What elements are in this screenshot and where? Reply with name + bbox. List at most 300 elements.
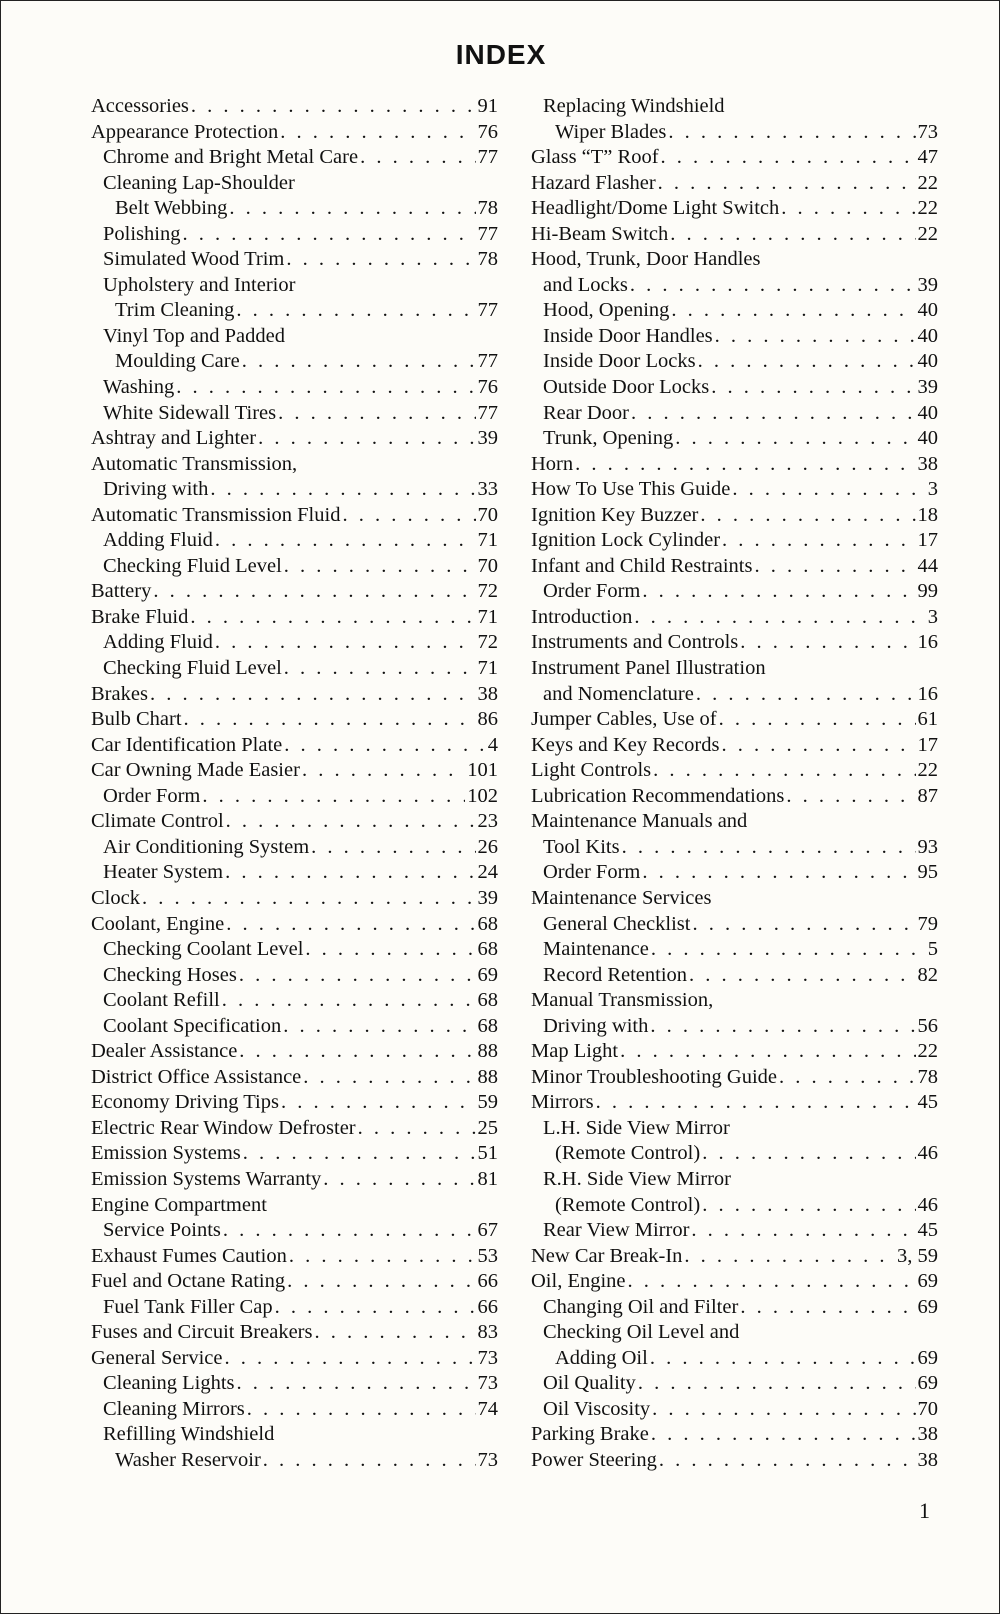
index-entry (531, 349, 938, 375)
entry-text: Cleaning Lap-Shoulder (103, 171, 295, 194)
dot-leader (237, 1371, 476, 1397)
index-entry (531, 426, 938, 452)
dot-leader (284, 733, 485, 759)
entry-page-number: 3 (927, 478, 938, 501)
index-entry (531, 298, 938, 324)
dot-leader (658, 171, 916, 197)
index-entry (91, 401, 498, 427)
dot-leader (634, 605, 925, 631)
entry-text: Dealer Assistance (91, 1040, 238, 1063)
dot-leader (628, 1269, 916, 1295)
index-entry (531, 1448, 938, 1474)
entry-text: and Nomenclature (543, 682, 694, 705)
entry-page-number: 78 (917, 1065, 938, 1088)
dot-leader (242, 349, 476, 375)
dot-leader (284, 554, 476, 580)
index-entry (91, 1141, 498, 1167)
index-entry (91, 1167, 498, 1193)
dot-leader (575, 452, 915, 478)
index-entry (91, 1371, 498, 1397)
entry-page-number: 22 (917, 759, 938, 782)
entry-page-number: 5 (927, 938, 938, 961)
entry-page-number: 68 (477, 989, 498, 1012)
dot-leader (314, 1320, 475, 1346)
index-entry (91, 1269, 498, 1295)
index-entry (531, 682, 938, 708)
index-entry (531, 196, 938, 222)
index-entry (91, 605, 498, 631)
dot-leader (692, 912, 915, 938)
entry-text: Washer Reservoir (115, 1448, 261, 1471)
entry-text: Instruments and Controls (531, 631, 739, 654)
entry-text: Ignition Key Buzzer (531, 503, 699, 526)
index-entry (91, 1448, 498, 1474)
entry-text: Automatic Transmission Fluid (91, 503, 341, 526)
entry-page-number: 18 (917, 503, 938, 526)
entry-text: Clock (91, 886, 140, 909)
entry-text: Battery (91, 580, 152, 603)
dot-leader (689, 963, 915, 989)
entry-page-number: 88 (477, 1040, 498, 1063)
entry-page-number: 67 (477, 1219, 498, 1242)
index-entry (91, 963, 498, 989)
index-entry (531, 554, 938, 580)
entry-page-number: 39 (477, 427, 498, 450)
dot-leader (631, 401, 916, 427)
entry-page-number: 22 (917, 197, 938, 220)
entry-page-number: 39 (917, 376, 938, 399)
dot-leader (142, 886, 476, 912)
index-entry (531, 1065, 938, 1091)
entry-page-number: 17 (917, 733, 938, 756)
entry-page-number: 73 (917, 120, 938, 143)
entry-text: and Locks (543, 273, 628, 296)
entry-text: L.H. Side View Mirror (543, 1116, 730, 1139)
entry-page-number: 22 (917, 222, 938, 245)
index-entry (531, 656, 938, 682)
entry-text: Chrome and Bright Metal Care (103, 146, 359, 169)
index-entry (91, 1065, 498, 1091)
dot-leader (696, 682, 916, 708)
index-entry (531, 1141, 938, 1167)
dot-leader (638, 1371, 916, 1397)
entry-text: How To Use This Guide (531, 478, 731, 501)
entry-page-number: 70 (917, 1397, 938, 1420)
entry-text: Moulding Care (115, 350, 240, 373)
entry-text: Service Points (103, 1219, 221, 1242)
entry-page-number: 70 (477, 554, 498, 577)
dot-leader (781, 196, 915, 222)
entry-page-number: 59 (477, 1091, 498, 1114)
entry-text: Keys and Key Records (531, 733, 720, 756)
index-entry (531, 912, 938, 938)
entry-page-number: 73 (477, 1448, 498, 1471)
index-entry (531, 1039, 938, 1065)
entry-page-number: 4 (487, 733, 498, 756)
dot-leader (275, 1295, 476, 1321)
index-entry (531, 1346, 938, 1372)
entry-page-number: 72 (477, 631, 498, 654)
entry-text: Bulb Chart (91, 708, 182, 731)
index-entry (531, 1397, 938, 1423)
index-entry (91, 886, 498, 912)
dot-leader (302, 758, 465, 784)
entry-text: (Remote Control) (555, 1142, 701, 1165)
entry-page-number: 99 (917, 580, 938, 603)
dot-leader (668, 120, 915, 146)
dot-leader (670, 222, 915, 248)
dot-leader (153, 579, 475, 605)
entry-text: Order Form (543, 580, 641, 603)
entry-page-number: 91 (477, 95, 498, 117)
index-entry (531, 733, 938, 759)
index-entry (531, 477, 938, 503)
index-entry (531, 94, 938, 120)
index-entry (531, 1320, 938, 1346)
entry-page-number: 40 (917, 427, 938, 450)
entry-page-number: 3 (927, 605, 938, 628)
entry-text: New Car Break-In (531, 1244, 683, 1267)
dot-leader (630, 273, 916, 299)
dot-leader (698, 349, 916, 375)
index-entry (531, 809, 938, 835)
entry-page-number: 17 (917, 529, 938, 552)
index-entry (91, 1039, 498, 1065)
index-entry (531, 1193, 938, 1219)
index-entry (91, 988, 498, 1014)
index-entry (91, 707, 498, 733)
entry-page-number: 69 (917, 1270, 938, 1293)
entry-text: Polishing (103, 222, 181, 245)
entry-text: Emission Systems Warranty (91, 1167, 322, 1190)
entry-page-number: 81 (477, 1167, 498, 1190)
entry-text: Driving with (103, 478, 209, 501)
dot-leader (243, 1141, 476, 1167)
entry-page-number: 71 (477, 657, 498, 680)
dot-leader (289, 1244, 476, 1270)
dot-leader (278, 401, 475, 427)
entry-text: Trunk, Opening (543, 427, 674, 450)
entry-page-number: 40 (917, 401, 938, 424)
entry-text: Ashtray and Lighter (91, 427, 257, 450)
entry-text: Rear View Mirror (543, 1219, 690, 1242)
dot-leader (311, 835, 475, 861)
index-entry (531, 963, 938, 989)
dot-leader (722, 528, 915, 554)
dot-leader (650, 1346, 916, 1372)
index-entry (91, 247, 498, 273)
dot-leader (284, 656, 476, 682)
entry-text: Belt Webbing (115, 197, 228, 220)
entry-text: Wiper Blades (555, 120, 667, 143)
index-entry (91, 375, 498, 401)
dot-leader (700, 503, 915, 529)
index-entry (531, 579, 938, 605)
entry-text: Cleaning Lights (103, 1372, 235, 1395)
entry-text: Appearance Protection (91, 120, 279, 143)
entry-text: Cleaning Mirrors (103, 1397, 245, 1420)
entry-page-number: 26 (477, 835, 498, 858)
entry-page-number: 47 (917, 146, 938, 169)
entry-page-number: 77 (477, 350, 498, 373)
index-entry (91, 298, 498, 324)
dot-leader (661, 145, 916, 171)
entry-text: Oil, Engine (531, 1270, 626, 1293)
index-entry (531, 886, 938, 912)
index-entry (91, 733, 498, 759)
dot-leader (305, 937, 475, 963)
index-entry (531, 707, 938, 733)
index-entry (531, 1422, 938, 1448)
index-entry (531, 528, 938, 554)
entry-page-number: 102 (467, 784, 498, 807)
index-entry (91, 758, 498, 784)
entry-page-number: 69 (917, 1372, 938, 1395)
index-entry (531, 988, 938, 1014)
dot-leader (620, 1039, 915, 1065)
entry-text: Automatic Transmission, (91, 452, 298, 475)
index-column-left (91, 94, 498, 1474)
entry-text: Vinyl Top and Padded (103, 324, 286, 347)
index-entry (531, 1014, 938, 1040)
dot-leader (622, 835, 916, 861)
dot-leader (222, 988, 476, 1014)
index-entry (91, 554, 498, 580)
entry-page-number: 76 (477, 120, 498, 143)
dot-leader (281, 1090, 476, 1116)
entry-text: Electric Rear Window Defroster (91, 1116, 356, 1139)
entry-text: Driving with (543, 1014, 649, 1037)
entry-text: Power Steering (531, 1448, 657, 1471)
dot-leader (190, 605, 475, 631)
entry-text: (Remote Control) (555, 1193, 701, 1216)
entry-page-number: 71 (477, 529, 498, 552)
entry-page-number: 69 (917, 1346, 938, 1369)
entry-text: Manual Transmission, (531, 989, 714, 1012)
entry-page-number: 77 (477, 299, 498, 322)
dot-leader (651, 937, 926, 963)
entry-page-number: 40 (917, 350, 938, 373)
index-entry (91, 452, 498, 478)
entry-text: Air Conditioning System (103, 835, 310, 858)
entry-text: Parking Brake (531, 1423, 649, 1446)
index-entry (91, 784, 498, 810)
dot-leader (675, 426, 915, 452)
entry-text: Maintenance (543, 938, 649, 961)
entry-page-number: 73 (477, 1346, 498, 1369)
index-entry (531, 1269, 938, 1295)
entry-text: Emission Systems (91, 1142, 241, 1165)
entry-text: Brakes (91, 682, 148, 705)
entry-text: Car Owning Made Easier (91, 759, 300, 782)
entry-page-number: 101 (467, 759, 498, 782)
index-entry (91, 912, 498, 938)
entry-text: Trim Cleaning (115, 299, 235, 322)
entry-text: Hazard Flasher (531, 171, 656, 194)
index-entry (91, 1090, 498, 1116)
index-entry (91, 503, 498, 529)
dot-leader (702, 1193, 915, 1219)
dot-leader (360, 145, 475, 171)
entry-text: Fuel Tank Filler Cap (103, 1295, 273, 1318)
page-number: 1 (919, 1498, 930, 1523)
entry-text: Tool Kits (543, 835, 620, 858)
dot-leader (225, 860, 475, 886)
index-entry (91, 145, 498, 171)
dot-leader (303, 1065, 475, 1091)
entry-text: Minor Troubleshooting Guide (531, 1065, 778, 1088)
entry-text: Washing (103, 376, 175, 399)
dot-leader (247, 1397, 476, 1423)
entry-text: Oil Viscosity (543, 1397, 651, 1420)
dot-leader (740, 1295, 915, 1321)
dot-leader (150, 682, 476, 708)
entry-page-number: 61 (917, 708, 938, 731)
index-entry (531, 860, 938, 886)
entry-text: Brake Fluid (91, 605, 189, 628)
entry-page-number: 33 (477, 478, 498, 501)
index-entry (531, 758, 938, 784)
index-entry (91, 1320, 498, 1346)
index-entry (91, 1193, 498, 1219)
entry-page-number: 40 (917, 324, 938, 347)
dot-leader (258, 426, 475, 452)
dot-leader (202, 784, 465, 810)
entry-text: Car Identification Plate (91, 733, 283, 756)
entry-page-number: 39 (917, 273, 938, 296)
dot-leader (596, 1090, 916, 1116)
entry-page-number: 25 (477, 1116, 498, 1139)
entry-text: Checking Fluid Level (103, 657, 282, 680)
entry-page-number: 79 (917, 912, 938, 935)
dot-leader (191, 94, 476, 120)
entry-page-number: 77 (477, 222, 498, 245)
index-entry (531, 375, 938, 401)
dot-leader (732, 477, 925, 503)
dot-leader (263, 1448, 476, 1474)
index-entry (91, 809, 498, 835)
entry-page-number: 51 (477, 1142, 498, 1165)
entry-page-number: 23 (477, 810, 498, 833)
entry-page-number: 56 (917, 1014, 938, 1037)
dot-leader (224, 1346, 475, 1372)
dot-leader (182, 222, 475, 248)
entry-text: Jumper Cables, Use of (531, 708, 717, 731)
dot-leader (283, 1014, 475, 1040)
dot-leader (684, 1244, 895, 1270)
index-entry (91, 1244, 498, 1270)
index-entry (91, 860, 498, 886)
index-entry (531, 503, 938, 529)
entry-page-number: 40 (917, 299, 938, 322)
index-entry (531, 605, 938, 631)
index-entry (91, 222, 498, 248)
entry-page-number: 95 (917, 861, 938, 884)
entry-text: Order Form (543, 861, 641, 884)
index-entry (531, 247, 938, 273)
index-entry (91, 196, 498, 222)
index-entry (91, 835, 498, 861)
entry-text: Mirrors (531, 1091, 594, 1114)
entry-text: Coolant Refill (103, 989, 220, 1012)
entry-text: Checking Fluid Level (103, 554, 282, 577)
entry-page-number: 68 (477, 912, 498, 935)
entry-text: Coolant Specification (103, 1014, 282, 1037)
entry-text: Record Retention (543, 963, 688, 986)
entry-page-number: 76 (477, 376, 498, 399)
entry-text: Maintenance Services (531, 886, 712, 909)
dot-leader (176, 375, 475, 401)
entry-text: Lubrication Recommendations (531, 784, 785, 807)
entry-page-number: 38 (917, 1448, 938, 1471)
entry-text: Climate Control (91, 810, 224, 833)
dot-leader (642, 860, 915, 886)
entry-text: Headlight/Dome Light Switch (531, 197, 780, 220)
entry-page-number: 72 (477, 580, 498, 603)
entry-text: Light Controls (531, 759, 652, 782)
entry-page-number: 83 (477, 1321, 498, 1344)
index-entry (531, 324, 938, 350)
index-entry (91, 579, 498, 605)
index-entry (531, 401, 938, 427)
index-entry (91, 682, 498, 708)
index-entry (531, 452, 938, 478)
index-entry (531, 1167, 938, 1193)
index-entry (531, 835, 938, 861)
index-entry (91, 1218, 498, 1244)
index-entry (91, 1014, 498, 1040)
index-entry (91, 1346, 498, 1372)
entry-text: Rear Door (543, 401, 629, 424)
index-entry (91, 171, 498, 197)
entry-page-number: 68 (477, 1014, 498, 1037)
dot-leader (226, 912, 475, 938)
entry-text: Horn (531, 452, 574, 475)
entry-text: General Service (91, 1346, 223, 1369)
entry-page-number: 69 (477, 963, 498, 986)
dot-leader (215, 630, 476, 656)
entry-page-number: 38 (477, 682, 498, 705)
entry-page-number: 38 (917, 1423, 938, 1446)
entry-text: Economy Driving Tips (91, 1091, 279, 1114)
index-entry (91, 937, 498, 963)
entry-text: Upholstery and Interior (103, 273, 296, 296)
entry-text: Simulated Wood Trim (103, 248, 285, 271)
dot-leader (287, 1269, 475, 1295)
index-entry (91, 1295, 498, 1321)
entry-text: Fuel and Octane Rating (91, 1270, 286, 1293)
entry-page-number: 39 (477, 886, 498, 909)
entry-text: Heater System (103, 861, 224, 884)
index-entry (531, 1116, 938, 1142)
entry-text: Hood, Trunk, Door Handles (531, 248, 761, 271)
entry-page-number: 45 (917, 1219, 938, 1242)
entry-page-number: 46 (917, 1193, 938, 1216)
entry-page-number: 69 (917, 1295, 938, 1318)
dot-leader (715, 324, 916, 350)
entry-page-number: 53 (477, 1244, 498, 1267)
index-entry (531, 222, 938, 248)
entry-page-number: 16 (917, 631, 938, 654)
entry-page-number: 22 (917, 171, 938, 194)
entry-text: Outside Door Locks (543, 376, 710, 399)
index-entry (531, 145, 938, 171)
index-entry (531, 630, 938, 656)
entry-text: Refilling Windshield (103, 1423, 275, 1446)
entry-page-number: 77 (477, 401, 498, 424)
entry-text: Hood, Opening (543, 299, 670, 322)
entry-page-number: 74 (477, 1397, 498, 1420)
